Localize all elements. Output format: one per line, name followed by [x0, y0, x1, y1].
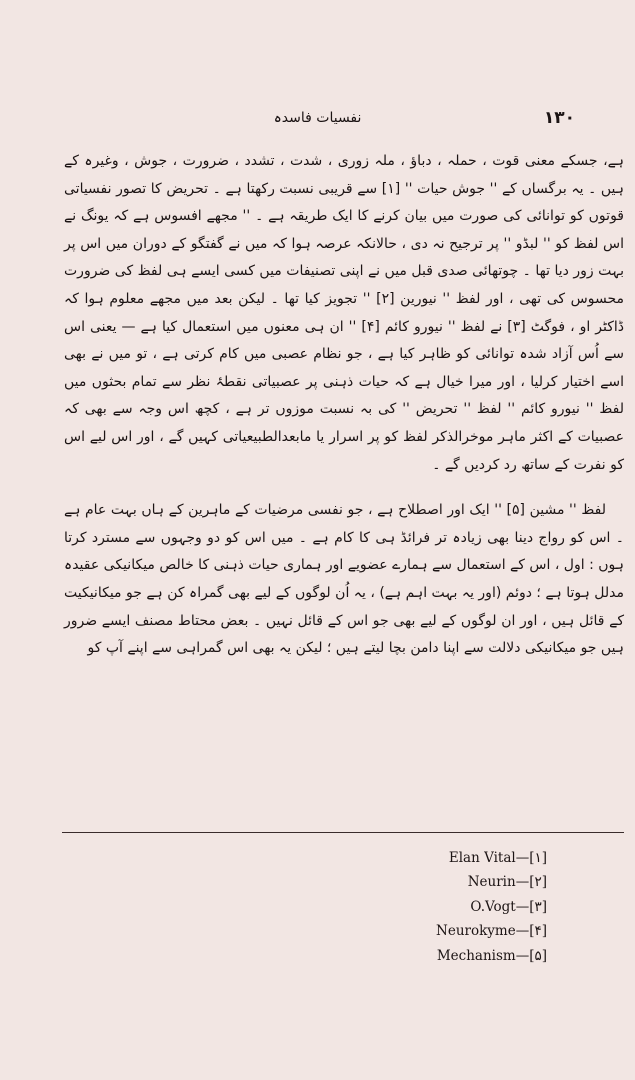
- running-title: نفسیات فاسدہ: [273, 110, 362, 126]
- footnotes: [287, 846, 547, 968]
- footnote: Neurin—[۲]: [467, 874, 547, 891]
- page-header: [60, 108, 575, 136]
- footnote-term: Neurin: [467, 874, 516, 891]
- footnote-number: [۵]: [529, 947, 547, 964]
- footnote-number: [۳]: [529, 898, 547, 915]
- footnote-number: [۲]: [529, 874, 547, 891]
- footnote: O.Vogt—[۳]: [470, 898, 547, 915]
- footnote-term: Mechanism: [436, 947, 516, 964]
- footnote-term: O.Vogt: [470, 898, 516, 915]
- footnote-number: [۴]: [529, 923, 547, 940]
- footnote-number: [۱]: [529, 850, 547, 866]
- footnote-term: Neurokyme: [436, 923, 516, 940]
- body-text: [64, 148, 624, 663]
- footnote-divider: [62, 832, 624, 833]
- footnote: Mechanism—[۵]: [436, 947, 547, 964]
- footnote: Neurokyme—[۴]: [436, 923, 547, 940]
- paragraph: ہے، جسکے معنی قوت ، حملہ ، دباؤ ، ملہ زوری ، شدت ، تشدد ، ضرورت ، جوش ، وغیرہ کے ہیں ۔ یہ برگساں کے '' جوش حیات '' [۱] سے قریبی نسبت رکھتا ہے ۔ تحریض کا تصور نفسیاتی قوتوں کو توانائی کی صورت میں بیان کرنے کا ایک طریقہ ہے ۔ '' مجھے افسوس ہے کہ یونگ نے اس لفظ کو '' لبڈو '' پر ترجیح نہ دی ، حالانکہ عرصہ ہوا کہ میں نے گفتگو کے دوران میں اس پر بہت زور دیا تھا ۔ چوتھائی صدی قبل میں نے اپنی تصنیفات میں کسی ایسے ہی لفظ کی ضرورت محسوس کی تھی ، اور لفظ '' نیورین [۲] '' تجویز کیا تھا ۔ لیکن بعد میں مجھے معلوم ہوا کہ ڈاکٹر او ، فوگٹ [۳] نے لفظ '' نیورو کائم [۴] '' ان ہی معنوں میں استعمال کیا ہے — یعنی اس سے اُس آزاد شدہ توانائی کو ظاہر کیا ہے ، جو نظام عصبی میں کام کرتی ہے ، تو میں نے بھی اسے اختیار کرلیا ، اور میرا خیال ہے کہ حیات ذہنی پر عصبیاتی نقطۂ نظر سے تمام بحثوں میں لفظ '' نیورو کائم '' لفظ '' تحریض '' کی بہ نسبت موزوں تر ہے ، کچھ اس وجہ سے بھی کہ عصبیات کے اکثر ماہر موخرالذکر لفظ کو پر اسرار یا مابعدالطبیعیاتی کہیں گے ، اور اس لیے اس کو نفرت کے ساتھ رد کردیں گے ۔: [64, 153, 624, 473]
- footnote-term: Elan Vital: [448, 850, 516, 866]
- paragraph: لفظ '' مشین [۵] '' ایک اور اصطلاح ہے ، جو نفسی مرضیات کے ماہرین کے ہاں بہت عام ہے ۔ اس کو رواج دینا بھی زیادہ تر فرائڈ ہی کا کام ہے ۔ میں اس کو دو وجہوں سے مسترد کرتا ہوں : اول ، اس کے استعمال سے ہمارے عضویے اور ہماری حیات ذہنی کا خالص میکانیکی عقیدہ مدلل ہوتا ہے ؛ دوئم (اور یہ بہت اہم ہے) ، یہ اُن لوگوں کے لیے بھی گمراہ کن ہے جو میکانیکیت کے قائل ہیں ، اور ان لوگوں کے لیے بھی جو اس کے قائل نہیں ۔ بعض محتاط مصنف ایسے ضرور ہیں جو میکانیکی دلالت سے اپنا دامن بچا لیتے ہیں ؛ لیکن یہ بھی اس گمراہی سے اپنے آپ کو: [64, 502, 624, 657]
- page-number: ۱۳۰: [543, 108, 575, 128]
- footnote: Elan Vital—[۱]: [448, 850, 547, 866]
